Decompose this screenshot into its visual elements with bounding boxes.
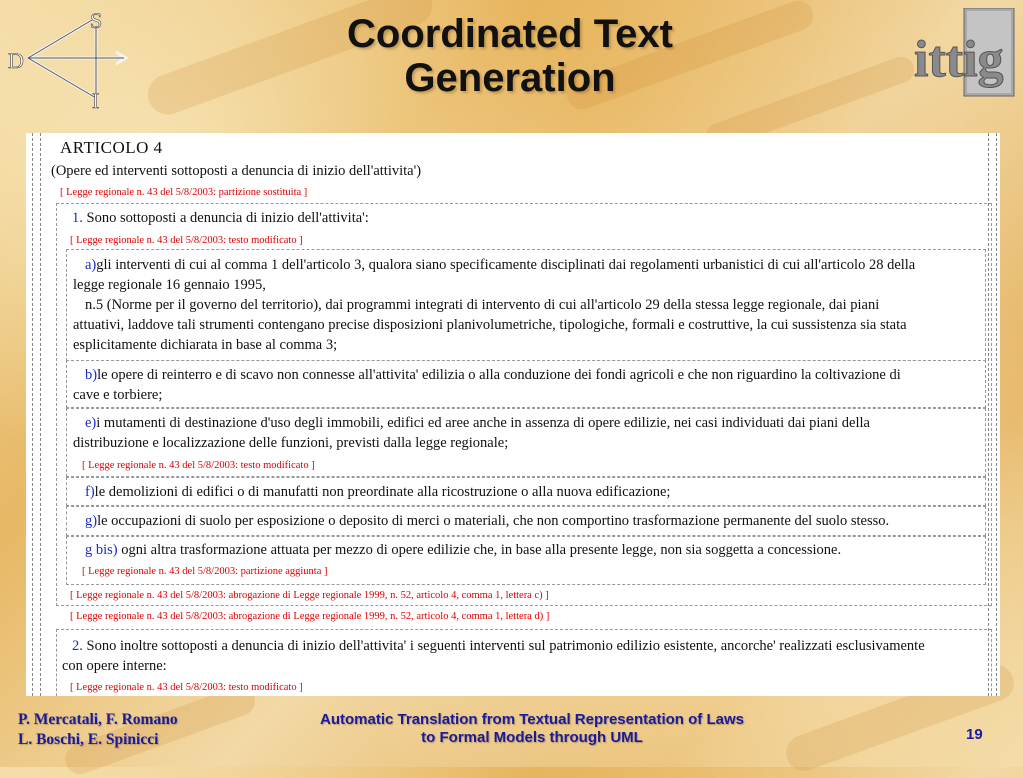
lettera-e-label: e) <box>85 415 97 431</box>
lettera-f-line1: f)le demolizioni di edifici o di manufatti non preordinate alla ricostruzione o alla nuova edificazione; <box>85 484 671 500</box>
logo-letter-s: S <box>90 8 103 33</box>
lettera-g-label: g) <box>85 513 98 529</box>
lettera-b-line2: cave e torbiere; <box>73 387 163 403</box>
slide-title-line1: Coordinated Text <box>347 12 673 56</box>
lettera-a-label: a) <box>85 257 97 273</box>
abrogation-note-c: [ Legge regionale n. 43 del 5/8/2003: abrogazione di Legge regionale 1999, n. 52, articolo 4, comma 1, lettera c) ] <box>70 590 549 601</box>
lettera-gbis-line1: g bis) ogni altra trasformazione attuata per mezzo di opere edilizie che, in base alla presente legge, non sia soggetta a concessione. <box>85 542 842 558</box>
logo-letter-i: I <box>92 88 100 110</box>
logo-letter-d: D <box>8 48 24 73</box>
article-subtitle: (Opere ed interventi sottoposti a denuncia di inizio dell'attivita') <box>51 163 422 179</box>
lettera-a-line5: esplicitamente dichiarata in base al comma 3; <box>73 337 338 353</box>
lettera-e-note: [ Legge regionale n. 43 del 5/8/2003: testo modificato ] <box>82 460 315 471</box>
comma-2-note: [ Legge regionale n. 43 del 5/8/2003: testo modificato ] <box>70 682 303 693</box>
comma-2-line1: 2. Sono inoltre sottoposti a denuncia di inizio dell'attivita' i seguenti interventi sul patrimonio edilizio esistente, ancorche' realizzati esclusivamente <box>72 638 925 654</box>
slide-title <box>300 12 720 100</box>
article-note: [ Legge regionale n. 43 del 5/8/2003: partizione sostituita ] <box>60 187 308 198</box>
document-panel <box>26 133 1000 696</box>
comma-1-note: [ Legge regionale n. 43 del 5/8/2003: testo modificato ] <box>70 235 303 246</box>
footer-title <box>262 711 802 747</box>
comma-2-number: 2. <box>72 638 83 654</box>
lettera-e-line1: e)i mutamenti di destinazione d'uso degli immobili, edifici ed aree anche in assenza di opere edilizie, nei casi individuati dai piani della <box>85 415 870 431</box>
authors-line2: L. Boschi, E. Spinicci <box>18 731 159 748</box>
lettera-b-line1: b)le opere di reinterro e di scavo non connesse all'attivita' edilizia o alla conduzione dei fondi agricoli e che non riguardino la coltivazione di <box>85 367 901 383</box>
authors-line1: P. Mercatali, F. Romano <box>18 711 178 728</box>
lettera-b-label: b) <box>85 367 98 383</box>
lettera-gbis-note: [ Legge regionale n. 43 del 5/8/2003: partizione aggiunta ] <box>82 566 328 577</box>
comma-1-body: Sono sottoposti a denuncia di inizio dell'attivita': <box>86 210 369 226</box>
abrogation-note-d: [ Legge regionale n. 43 del 5/8/2003: abrogazione di Legge regionale 1999, n. 52, articolo 4, comma 1, lettera d) ] <box>70 611 550 622</box>
lettera-a-line2: legge regionale 16 gennaio 1995, <box>73 277 266 293</box>
sdi-logo <box>4 6 134 110</box>
article-title: ARTICOLO 4 <box>60 138 163 157</box>
lettera-e-line2: distribuzione e localizzazione delle funzioni, previsti dalla legge regionale; <box>73 435 509 451</box>
footer-title-line2: to Formal Models through UML <box>421 729 643 746</box>
page-number: 19 <box>966 726 983 743</box>
lettera-a-line4: attuativi, laddove tali strumenti contengano precise disposizioni planivolumetriche, tipologiche, formali e costruttive, la cui sussistenza sia stata <box>73 317 907 333</box>
lettera-gbis-label: g bis) <box>85 542 118 558</box>
slide-title-line2: Generation <box>404 56 616 100</box>
footer-title-line1: Automatic Translation from Textual Representation of Laws <box>320 711 744 728</box>
lettera-f-label: f) <box>85 484 95 500</box>
comma-1-text <box>72 210 369 227</box>
lettera-a-line3: n.5 (Norme per il governo del territorio), dai programmi integrati di intervento di cui all'articolo 29 della stessa legge regionale, dai piani <box>85 297 880 313</box>
comma-1-number: 1. <box>72 210 83 226</box>
authors <box>18 710 178 750</box>
lettera-g-line1: g)le occupazioni di suolo per esposizione o deposito di merci o materiali, che non comportino trasformazione permanente del suolo stesso. <box>85 513 890 529</box>
ittig-logo <box>912 8 1016 98</box>
lettera-a-line1: a)gli interventi di cui al comma 1 dell'articolo 3, qualora siano specificamente disciplinati dai regolamenti urbanistici di cui all'articolo 28 della <box>85 257 916 273</box>
comma-2-line2: con opere interne: <box>62 658 167 674</box>
ittig-logo-text: ittig <box>914 31 1004 88</box>
